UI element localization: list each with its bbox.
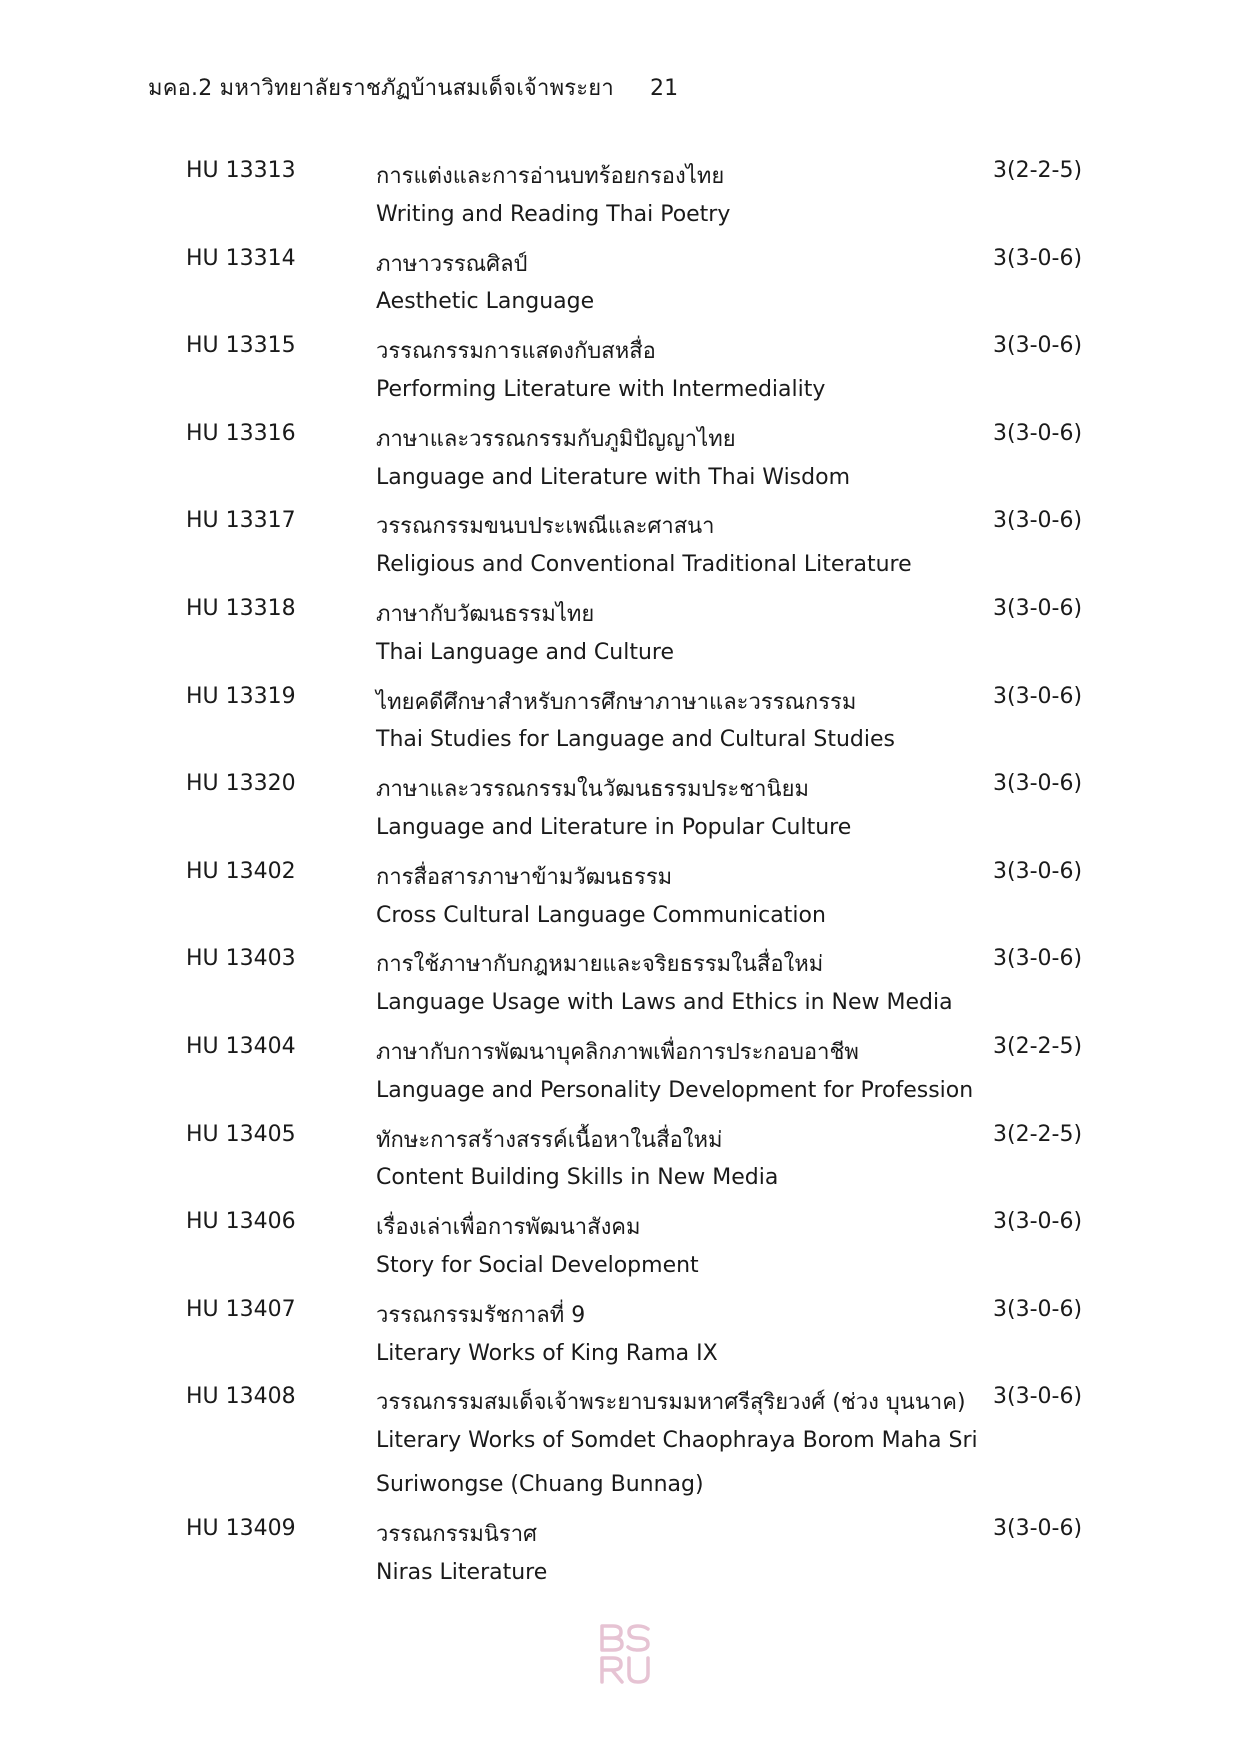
course-title-row: [0, 1516, 1242, 1560]
course-english-title: Language and Literature in Popular Culture: [376, 814, 852, 840]
header-title: มคอ.2 มหาวิทยาลัยราชภัฏบ้านสมเด็จเจ้าพระยา: [148, 76, 614, 101]
course-english-row: [0, 727, 1242, 771]
course-title-row: [0, 1209, 1242, 1253]
course-credits: 3(3-0-6): [993, 245, 1083, 271]
course-code: HU 13405: [186, 1121, 296, 1147]
course-title-row: [0, 1384, 1242, 1428]
course-entry: [0, 1516, 1242, 1604]
course-english-row: [0, 202, 1242, 246]
course-credits: 3(3-0-6): [993, 1209, 1083, 1235]
course-english-title: Cross Cultural Language Communication: [376, 902, 826, 928]
course-english-title: Content Building Skills in New Media: [376, 1165, 779, 1191]
course-thai-title: ภาษากับวัฒนธรรมไทย: [376, 601, 595, 627]
course-entry: [0, 771, 1242, 859]
course-code: HU 13409: [186, 1515, 296, 1541]
course-code: HU 13404: [186, 1033, 296, 1059]
course-english-row: [0, 1341, 1242, 1385]
course-entry: [0, 333, 1242, 421]
course-entry: [0, 158, 1242, 246]
course-title-row: [0, 596, 1242, 640]
course-english-row: [0, 552, 1242, 596]
course-credits: 3(3-0-6): [993, 683, 1083, 709]
course-code: HU 13408: [186, 1384, 296, 1410]
course-entry: [0, 1034, 1242, 1122]
course-title-row: [0, 1297, 1242, 1341]
course-english-title: Aesthetic Language: [376, 289, 595, 315]
course-credits: 3(3-0-6): [993, 771, 1083, 797]
course-thai-title: วรรณกรรมสมเด็จเจ้าพระยาบรมมหาศรีสุริยวงศ์ (ช่วง บุนนาค): [376, 1390, 966, 1416]
course-thai-title: ไทยคดีศึกษาสำหรับการศึกษาภาษาและวรรณกรรม: [376, 689, 857, 715]
course-entry: [0, 508, 1242, 596]
course-thai-title: การแต่งและการอ่านบทร้อยกรองไทย: [376, 164, 725, 189]
course-english-row: [0, 1078, 1242, 1122]
course-code: HU 13314: [186, 245, 296, 271]
course-code: HU 13316: [186, 420, 296, 446]
course-credits: 3(2-2-5): [993, 1033, 1083, 1059]
course-title-row: [0, 946, 1242, 990]
course-list: [0, 158, 1242, 1603]
course-english-title: Literary Works of King Rama IX: [376, 1340, 718, 1366]
course-credits: 3(3-0-6): [993, 858, 1083, 884]
course-thai-title: ภาษาและวรรณกรรมกับภูมิปัญญาไทย: [376, 426, 736, 452]
page-header: [148, 70, 678, 105]
course-code: HU 13320: [186, 771, 296, 797]
course-title-row: [0, 1034, 1242, 1078]
course-english-title: Thai Language and Culture: [376, 639, 674, 665]
course-english-row: [0, 1253, 1242, 1297]
course-code: HU 13403: [186, 946, 296, 972]
course-entry: [0, 946, 1242, 1034]
course-thai-title: วรรณกรรมขนบประเพณีและศาสนา: [376, 514, 715, 540]
course-entry: [0, 1384, 1242, 1515]
course-thai-title: วรรณกรรมนิราศ: [376, 1521, 538, 1547]
course-english-title: Writing and Reading Thai Poetry: [376, 201, 731, 227]
course-title-row: [0, 684, 1242, 728]
course-english-title: Language and Personality Development for Profession: [376, 1077, 974, 1103]
course-english-row: [0, 640, 1242, 684]
course-credits: 3(3-0-6): [993, 946, 1083, 972]
course-code: HU 13407: [186, 1296, 296, 1322]
course-credits: 3(3-0-6): [993, 1296, 1083, 1322]
course-title-row: [0, 771, 1242, 815]
course-code: HU 13402: [186, 858, 296, 884]
course-thai-title: เรื่องเล่าเพื่อการพัฒนาสังคม: [376, 1215, 641, 1241]
course-english-title: Performing Literature with Intermediality: [376, 376, 826, 402]
course-credits: 3(3-0-6): [993, 508, 1083, 534]
course-english-title: Niras Literature: [376, 1559, 548, 1585]
course-thai-title: วรรณกรรมการแสดงกับสหสื่อ: [376, 339, 656, 365]
course-english-row: [0, 1165, 1242, 1209]
course-title-row: [0, 508, 1242, 552]
course-english-title: Literary Works of Somdet Chaophraya Borom Maha Sri: [376, 1428, 978, 1454]
course-thai-title: วรรณกรรมรัชกาลที่ 9: [376, 1302, 586, 1328]
course-thai-title: การใช้ภาษากับกฎหมายและจริยธรรมในสื่อใหม่: [376, 952, 824, 978]
course-code: HU 13313: [186, 158, 296, 183]
course-credits: 3(3-0-6): [993, 420, 1083, 446]
course-english-title: Religious and Conventional Traditional Literature: [376, 552, 912, 578]
course-english-title: Language and Literature with Thai Wisdom: [376, 464, 850, 490]
course-title-row: [0, 333, 1242, 377]
course-credits: 3(3-0-6): [993, 333, 1083, 359]
course-english-row: [0, 289, 1242, 333]
course-title-row: [0, 1122, 1242, 1166]
course-english-row: [0, 1560, 1242, 1604]
course-english-row: [0, 1428, 1242, 1472]
course-english-title: Thai Studies for Language and Cultural Studies: [376, 727, 895, 753]
course-english-row: [0, 465, 1242, 509]
course-title-row: [0, 421, 1242, 465]
course-credits: 3(3-0-6): [993, 1515, 1083, 1541]
course-english-title: Story for Social Development: [376, 1252, 699, 1278]
course-english-row: [0, 1472, 1242, 1516]
course-code: HU 13318: [186, 595, 296, 621]
bsru-logo-icon: [598, 1622, 654, 1686]
course-entry: [0, 1122, 1242, 1210]
course-title-row: [0, 246, 1242, 290]
course-entry: [0, 1209, 1242, 1297]
page-number: 21: [649, 76, 679, 101]
course-thai-title: การสื่อสารภาษาข้ามวัฒนธรรม: [376, 864, 673, 890]
course-entry: [0, 859, 1242, 947]
course-code: HU 13317: [186, 508, 296, 534]
course-thai-title: ทักษะการสร้างสรรค์เนื้อหาในสื่อใหม่: [376, 1127, 723, 1153]
course-thai-title: ภาษาและวรรณกรรมในวัฒนธรรมประชานิยม: [376, 777, 809, 803]
course-title-row: [0, 859, 1242, 903]
course-code: HU 13319: [186, 683, 296, 709]
course-code: HU 13406: [186, 1209, 296, 1235]
course-title-row: [0, 158, 1242, 202]
course-entry: [0, 684, 1242, 772]
course-thai-title: ภาษาวรรณศิลป์: [376, 251, 528, 277]
course-credits: 3(3-0-6): [993, 595, 1083, 621]
course-credits: 3(3-0-6): [993, 1384, 1083, 1410]
course-english-row: [0, 990, 1242, 1034]
course-credits: 3(2-2-5): [993, 158, 1083, 183]
bsru-watermark-logo: [598, 1622, 654, 1686]
course-english-row: [0, 815, 1242, 859]
course-entry: [0, 246, 1242, 334]
course-code: HU 13315: [186, 333, 296, 359]
course-english-title: Suriwongse (Chuang Bunnag): [376, 1471, 704, 1497]
course-entry: [0, 421, 1242, 509]
course-english-title: Language Usage with Laws and Ethics in New Media: [376, 990, 953, 1016]
course-credits: 3(2-2-5): [993, 1121, 1083, 1147]
course-entry: [0, 596, 1242, 684]
course-thai-title: ภาษากับการพัฒนาบุคลิกภาพเพื่อการประกอบอาชีพ: [376, 1039, 859, 1065]
course-entry: [0, 1297, 1242, 1385]
course-english-row: [0, 903, 1242, 947]
course-english-row: [0, 377, 1242, 421]
